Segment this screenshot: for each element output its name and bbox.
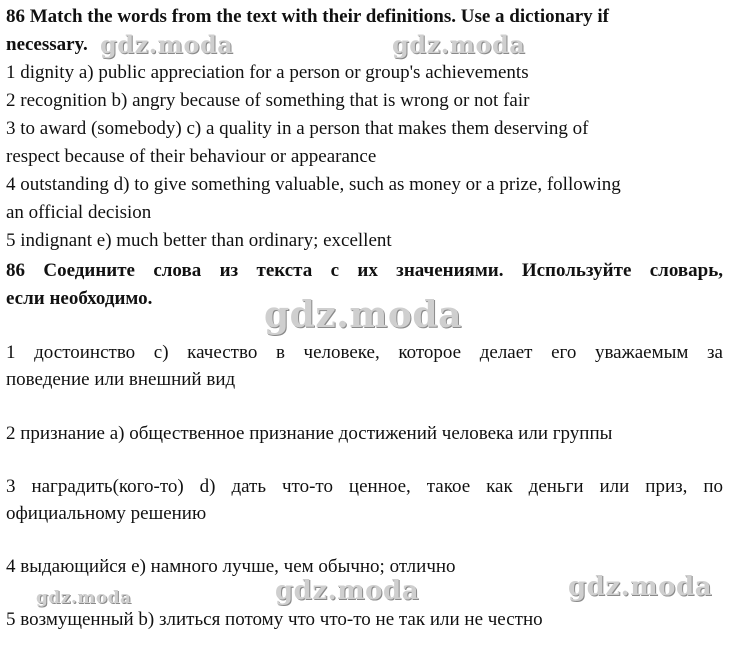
- watermark-logo: gdz.moda: [568, 572, 713, 602]
- english-item-3-continued: respect because of their behaviour or appearance: [6, 146, 377, 167]
- watermark-logo: gdz.moda: [275, 576, 420, 606]
- watermark-logo: gdz.moda: [100, 30, 234, 59]
- watermark-logo: gdz.moda: [264, 294, 462, 336]
- english-heading-line-2: necessary.: [6, 34, 88, 55]
- russian-item-1-continued: поведение или внешний вид: [6, 369, 236, 390]
- watermark-logo: gdz.moda: [36, 588, 132, 608]
- russian-item-1: 1 достоинство c) качество в человеке, которое делает его уважаемым за: [6, 342, 723, 363]
- russian-item-3-continued: официальному решению: [6, 503, 207, 524]
- russian-heading-line-1: 86 Соедините слова из текста с их значениями. Используйте словарь,: [6, 260, 723, 281]
- russian-item-2: 2 признание a) общественное признание достижений человека или группы: [6, 423, 613, 444]
- russian-heading-line-2: если необходимо.: [6, 288, 153, 309]
- english-item-1: 1 dignity a) public appreciation for a person or group's achievements: [6, 62, 529, 83]
- english-item-5: 5 indignant e) much better than ordinary; excellent: [6, 230, 392, 251]
- russian-item-5: 5 возмущенный b) злиться потому что что-то не так или не честно: [6, 609, 543, 630]
- english-item-3: 3 to award (somebody) c) a quality in a person that makes them deserving of: [6, 118, 589, 139]
- english-item-2: 2 recognition b) angry because of something that is wrong or not fair: [6, 90, 530, 111]
- english-item-4-continued: an official decision: [6, 202, 152, 223]
- russian-item-4: 4 выдающийся e) намного лучше, чем обычно; отлично: [6, 556, 456, 577]
- english-item-4: 4 outstanding d) to give something valuable, such as money or a prize, following: [6, 174, 621, 195]
- watermark-logo: gdz.moda: [392, 30, 526, 59]
- english-heading-line-1: 86 Match the words from the text with their definitions. Use a dictionary if: [6, 6, 610, 27]
- russian-item-3: 3 наградить(кого-то) d) дать что-то ценное, такое как деньги или приз, по: [6, 476, 723, 497]
